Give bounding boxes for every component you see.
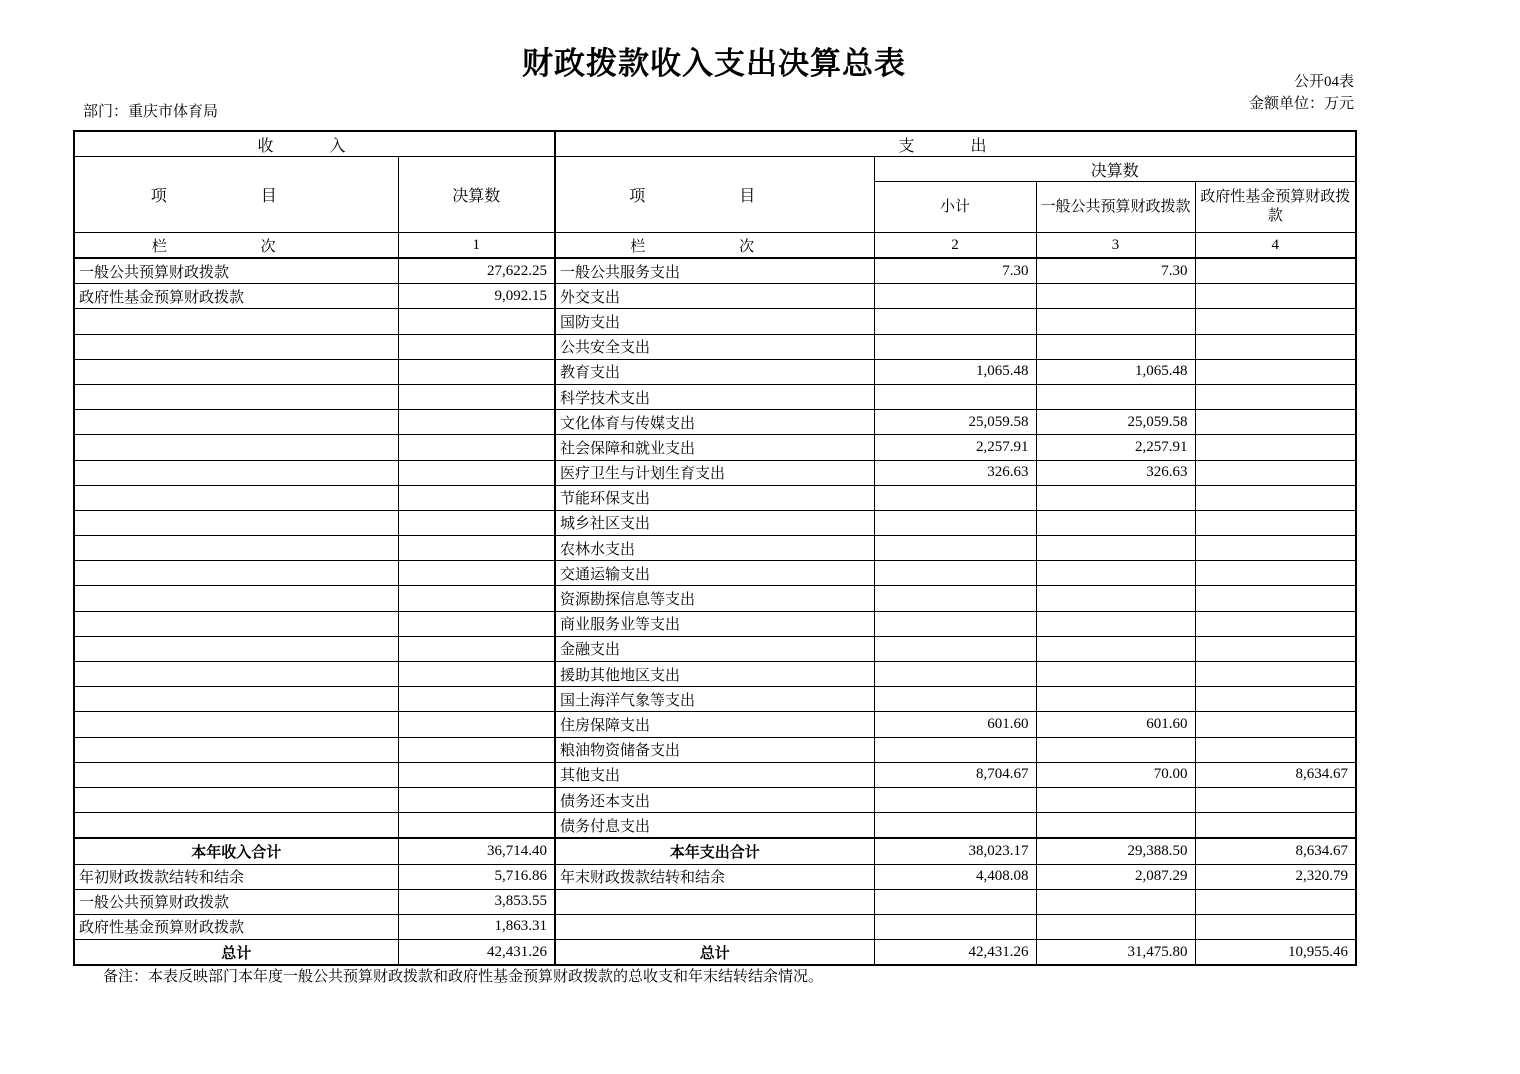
- expenditure-fund-cell: [1195, 284, 1356, 309]
- expenditure-item-cell: 科学技术支出: [555, 384, 874, 409]
- income-item-cell: 年初财政拨款结转和结余: [74, 864, 398, 889]
- table-row: [74, 687, 1356, 712]
- expenditure-fund-cell: [1195, 359, 1356, 384]
- table-row: [74, 258, 1356, 284]
- table-row: [74, 838, 1356, 864]
- sheet-number-label: 公开04表: [1293, 74, 1354, 90]
- expenditure-item-cell: 本年支出合计: [555, 838, 874, 864]
- income-value-cell: [398, 787, 555, 812]
- expenditure-fund-cell: [1195, 334, 1356, 359]
- expenditure-general-cell: 326.63: [1036, 460, 1195, 485]
- expenditure-fund-cell: [1195, 561, 1356, 586]
- expenditure-subtotal-cell: 7.30: [874, 258, 1036, 284]
- expenditure-item-cell: 其他支出: [555, 762, 874, 787]
- expenditure-item-cell: 金融支出: [555, 636, 874, 661]
- income-value-cell: [398, 561, 555, 586]
- expenditure-fund-cell: [1195, 536, 1356, 561]
- table-row: [74, 359, 1356, 384]
- expenditure-general-cell: [1036, 284, 1195, 309]
- expenditure-general-cell: [1036, 787, 1195, 812]
- income-item-cell: [74, 762, 398, 787]
- income-value-cell: [398, 687, 555, 712]
- expenditure-fund-cell: [1195, 485, 1356, 510]
- income-item-cell: [74, 460, 398, 485]
- expenditure-item-cell: 医疗卫生与计划生育支出: [555, 460, 874, 485]
- table-row: [74, 460, 1356, 485]
- expenditure-item-cell: 年末财政拨款结转和结余: [555, 864, 874, 889]
- income-item-cell: 一般公共预算财政拨款: [74, 889, 398, 914]
- income-value-cell: [398, 334, 555, 359]
- table-row: [74, 586, 1356, 611]
- income-value-cell: [398, 762, 555, 787]
- expenditure-subtotal-cell: [874, 636, 1036, 661]
- expenditure-subtotal-column-number: 2: [874, 233, 1036, 259]
- income-item-cell: [74, 687, 398, 712]
- expenditure-subtotal-cell: 2,257.91: [874, 435, 1036, 460]
- expenditure-subtotal-cell: 1,065.48: [874, 359, 1036, 384]
- expenditure-general-cell: 31,475.80: [1036, 940, 1195, 966]
- table-row: [74, 435, 1356, 460]
- expenditure-item-cell: 社会保障和就业支出: [555, 435, 874, 460]
- expenditure-fund-cell: 10,955.46: [1195, 940, 1356, 966]
- income-value-cell: [398, 384, 555, 409]
- expenditure-item-cell: 商业服务业等支出: [555, 611, 874, 636]
- income-item-cell: 一般公共预算财政拨款: [74, 258, 398, 284]
- expenditure-fund-cell: [1195, 712, 1356, 737]
- expenditure-fund-cell: 2,320.79: [1195, 864, 1356, 889]
- table-row: [74, 762, 1356, 787]
- expenditure-fund-header: 政府性基金预算财政拨款: [1195, 182, 1356, 233]
- expenditure-general-cell: [1036, 889, 1195, 914]
- expenditure-item-cell: 教育支出: [555, 359, 874, 384]
- income-item-cell: 总计: [74, 940, 398, 966]
- income-value-cell: [398, 662, 555, 687]
- expenditure-subtotal-cell: [874, 334, 1036, 359]
- department-label: 部门：重庆市体育局: [83, 104, 219, 120]
- expenditure-general-column-number: 3: [1036, 233, 1195, 259]
- expenditure-fund-cell: [1195, 636, 1356, 661]
- expenditure-fund-cell: [1195, 611, 1356, 636]
- expenditure-fund-cell: [1195, 435, 1356, 460]
- income-value-cell: [398, 636, 555, 661]
- expenditure-subtotal-cell: [874, 586, 1036, 611]
- expenditure-general-cell: 70.00: [1036, 762, 1195, 787]
- expenditure-subtotal-cell: [874, 561, 1036, 586]
- expenditure-general-header: 一般公共预算财政拨款: [1036, 182, 1195, 233]
- income-value-cell: [398, 586, 555, 611]
- expenditure-fund-cell: [1195, 510, 1356, 535]
- income-item-cell: [74, 737, 398, 762]
- expenditure-fund-cell: [1195, 813, 1356, 839]
- income-value-cell: [398, 536, 555, 561]
- expenditure-subtotal-cell: [874, 611, 1036, 636]
- expenditure-general-cell: 1,065.48: [1036, 359, 1195, 384]
- income-value-cell: [398, 611, 555, 636]
- expenditure-item-cell: 一般公共服务支出: [555, 258, 874, 284]
- income-item-cell: [74, 813, 398, 839]
- value-header-row: [74, 157, 1356, 182]
- expenditure-subtotal-cell: [874, 510, 1036, 535]
- income-section-title: 收 入: [74, 131, 555, 157]
- column-number-row: [74, 233, 1356, 259]
- expenditure-item-cell: 节能环保支出: [555, 485, 874, 510]
- table-row: [74, 889, 1356, 914]
- table-row: [74, 813, 1356, 839]
- expenditure-subtotal-cell: [874, 687, 1036, 712]
- income-item-cell: [74, 410, 398, 435]
- section-header-row: [74, 131, 1356, 157]
- expenditure-subtotal-header: 小计: [874, 182, 1036, 233]
- income-column-number: 1: [398, 233, 555, 259]
- expenditure-general-cell: [1036, 914, 1195, 939]
- expenditure-subtotal-cell: [874, 737, 1036, 762]
- table-body: [74, 131, 1356, 965]
- expenditure-item-header: 项 目: [555, 157, 874, 233]
- income-value-cell: 9,092.15: [398, 284, 555, 309]
- expenditure-subtotal-cell: [874, 889, 1036, 914]
- expenditure-fund-cell: [1195, 687, 1356, 712]
- income-value-cell: 3,853.55: [398, 889, 555, 914]
- table-row: [74, 914, 1356, 939]
- income-item-cell: [74, 334, 398, 359]
- expenditure-item-cell: 交通运输支出: [555, 561, 874, 586]
- income-value-cell: [398, 359, 555, 384]
- income-value-cell: [398, 737, 555, 762]
- expenditure-fund-cell: [1195, 460, 1356, 485]
- expenditure-general-cell: [1036, 309, 1195, 334]
- expenditure-fund-cell: [1195, 787, 1356, 812]
- expenditure-item-cell: 债务付息支出: [555, 813, 874, 839]
- expenditure-item-cell: 粮油物资储备支出: [555, 737, 874, 762]
- income-value-cell: [398, 510, 555, 535]
- table-row: [74, 712, 1356, 737]
- expenditure-subtotal-cell: 38,023.17: [874, 838, 1036, 864]
- income-item-header: 项 目: [74, 157, 398, 233]
- income-item-cell: [74, 359, 398, 384]
- expenditure-general-cell: 2,087.29: [1036, 864, 1195, 889]
- expenditure-item-cell: [555, 889, 874, 914]
- expenditure-general-cell: [1036, 586, 1195, 611]
- expenditure-fund-cell: [1195, 384, 1356, 409]
- table-row: [74, 410, 1356, 435]
- expenditure-general-cell: [1036, 384, 1195, 409]
- table-row: [74, 662, 1356, 687]
- footnote: 备注：本表反映部门本年度一般公共预算财政拨款和政府性基金预算财政拨款的总收支和年末结转结余情况。: [103, 969, 824, 985]
- income-value-cell: 36,714.40: [398, 838, 555, 864]
- expenditure-fund-cell: 8,634.67: [1195, 838, 1356, 864]
- income-value-cell: 42,431.26: [398, 940, 555, 966]
- table-row: [74, 737, 1356, 762]
- expenditure-item-cell: 城乡社区支出: [555, 510, 874, 535]
- table-row: [74, 864, 1356, 889]
- income-value-cell: 5,716.86: [398, 864, 555, 889]
- income-value-header: 决算数: [398, 157, 555, 233]
- expenditure-item-cell: 国防支出: [555, 309, 874, 334]
- table-row: [74, 940, 1356, 966]
- income-value-cell: [398, 435, 555, 460]
- income-item-cell: [74, 536, 398, 561]
- expenditure-item-cell: 文化体育与传媒支出: [555, 410, 874, 435]
- table-row: [74, 309, 1356, 334]
- expenditure-subtotal-cell: 4,408.08: [874, 864, 1036, 889]
- table-row: [74, 611, 1356, 636]
- budget-table: [73, 130, 1357, 966]
- expenditure-item-cell: [555, 914, 874, 939]
- expenditure-subtotal-cell: [874, 914, 1036, 939]
- expenditure-fund-cell: [1195, 309, 1356, 334]
- table-row: [74, 787, 1356, 812]
- table-row: [74, 334, 1356, 359]
- expenditure-subtotal-cell: 25,059.58: [874, 410, 1036, 435]
- expenditure-general-cell: [1036, 687, 1195, 712]
- expenditure-general-cell: [1036, 561, 1195, 586]
- income-item-cell: 本年收入合计: [74, 838, 398, 864]
- expenditure-section-title: 支 出: [555, 131, 1356, 157]
- income-item-cell: [74, 309, 398, 334]
- expenditure-general-cell: [1036, 510, 1195, 535]
- income-value-cell: [398, 712, 555, 737]
- income-column-label: 栏 次: [74, 233, 398, 259]
- income-item-cell: 政府性基金预算财政拨款: [74, 284, 398, 309]
- income-item-cell: [74, 485, 398, 510]
- expenditure-fund-cell: 8,634.67: [1195, 762, 1356, 787]
- table-row: [74, 636, 1356, 661]
- expenditure-item-cell: 资源勘探信息等支出: [555, 586, 874, 611]
- expenditure-subtotal-cell: [874, 485, 1036, 510]
- expenditure-subtotal-cell: [874, 309, 1036, 334]
- expenditure-value-header: 决算数: [874, 157, 1356, 182]
- expenditure-subtotal-cell: 326.63: [874, 460, 1036, 485]
- income-value-cell: 27,622.25: [398, 258, 555, 284]
- expenditure-general-cell: [1036, 737, 1195, 762]
- table-row: [74, 561, 1356, 586]
- expenditure-subtotal-cell: [874, 662, 1036, 687]
- expenditure-general-cell: [1036, 662, 1195, 687]
- expenditure-fund-cell: [1195, 914, 1356, 939]
- expenditure-general-cell: [1036, 334, 1195, 359]
- expenditure-general-cell: 601.60: [1036, 712, 1195, 737]
- income-value-cell: [398, 309, 555, 334]
- expenditure-item-cell: 农林水支出: [555, 536, 874, 561]
- expenditure-item-cell: 公共安全支出: [555, 334, 874, 359]
- income-item-cell: [74, 435, 398, 460]
- expenditure-general-cell: [1036, 636, 1195, 661]
- expenditure-item-cell: 国土海洋气象等支出: [555, 687, 874, 712]
- expenditure-general-cell: [1036, 485, 1195, 510]
- income-item-cell: 政府性基金预算财政拨款: [74, 914, 398, 939]
- expenditure-general-cell: 7.30: [1036, 258, 1195, 284]
- expenditure-subtotal-cell: [874, 284, 1036, 309]
- expenditure-item-cell: 债务还本支出: [555, 787, 874, 812]
- expenditure-fund-cell: [1195, 410, 1356, 435]
- income-item-cell: [74, 586, 398, 611]
- income-item-cell: [74, 611, 398, 636]
- income-value-cell: 1,863.31: [398, 914, 555, 939]
- expenditure-item-cell: 外交支出: [555, 284, 874, 309]
- expenditure-item-cell: 总计: [555, 940, 874, 966]
- expenditure-fund-cell: [1195, 258, 1356, 284]
- expenditure-general-cell: 2,257.91: [1036, 435, 1195, 460]
- amount-unit-label: 金额单位：万元: [1248, 96, 1354, 112]
- expenditure-general-cell: [1036, 611, 1195, 636]
- table-row: [74, 384, 1356, 409]
- income-item-cell: [74, 561, 398, 586]
- expenditure-subtotal-cell: 42,431.26: [874, 940, 1036, 966]
- expenditure-subtotal-cell: [874, 813, 1036, 839]
- income-value-cell: [398, 460, 555, 485]
- expenditure-general-cell: 29,388.50: [1036, 838, 1195, 864]
- income-item-cell: [74, 636, 398, 661]
- expenditure-subtotal-cell: [874, 536, 1036, 561]
- expenditure-subtotal-cell: 601.60: [874, 712, 1036, 737]
- expenditure-item-cell: 住房保障支出: [555, 712, 874, 737]
- table-row: [74, 485, 1356, 510]
- table-row: [74, 536, 1356, 561]
- expenditure-subtotal-cell: [874, 787, 1036, 812]
- expenditure-subtotal-cell: 8,704.67: [874, 762, 1036, 787]
- page-title: 财政拨款收入支出决算总表: [522, 46, 906, 81]
- income-value-cell: [398, 410, 555, 435]
- income-value-cell: [398, 813, 555, 839]
- expenditure-subtotal-cell: [874, 384, 1036, 409]
- expenditure-general-cell: [1036, 813, 1195, 839]
- expenditure-general-cell: 25,059.58: [1036, 410, 1195, 435]
- table-row: [74, 284, 1356, 309]
- expenditure-fund-cell: [1195, 889, 1356, 914]
- expenditure-column-label: 栏 次: [555, 233, 874, 259]
- income-item-cell: [74, 662, 398, 687]
- expenditure-general-cell: [1036, 536, 1195, 561]
- table-row: [74, 510, 1356, 535]
- income-item-cell: [74, 384, 398, 409]
- expenditure-fund-column-number: 4: [1195, 233, 1356, 259]
- expenditure-fund-cell: [1195, 662, 1356, 687]
- expenditure-item-cell: 援助其他地区支出: [555, 662, 874, 687]
- income-value-cell: [398, 485, 555, 510]
- income-item-cell: [74, 712, 398, 737]
- expenditure-fund-cell: [1195, 737, 1356, 762]
- income-item-cell: [74, 787, 398, 812]
- income-item-cell: [74, 510, 398, 535]
- expenditure-fund-cell: [1195, 586, 1356, 611]
